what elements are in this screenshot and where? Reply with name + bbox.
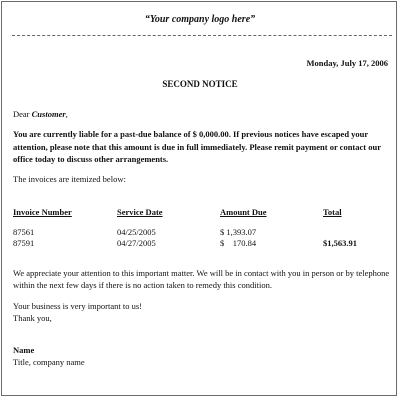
header-divider bbox=[12, 35, 392, 36]
table-cell-date: 04/25/2005 bbox=[117, 227, 156, 237]
notice-paragraph: You are currently liable for a past-due balance of $ 0,000.00. If previous notices have escaped your attention, please note that this amount is due in full immediately. Please remit payment or contact our office today to discuss other arrangements. bbox=[13, 129, 381, 164]
signature-title: Title, company name bbox=[13, 356, 85, 367]
table-cell-amount: $ 1,393.07 bbox=[220, 227, 257, 237]
table-cell-invoice: 87591 bbox=[13, 238, 35, 248]
column-header-amount-due: Amount Due bbox=[220, 207, 267, 217]
letter-page bbox=[1, 1, 397, 396]
column-header-invoice-number: Invoice Number bbox=[13, 207, 72, 217]
table-cell-invoice: 87561 bbox=[13, 227, 35, 237]
signature-block bbox=[13, 345, 85, 368]
table-cell-amount: $ 170.84 bbox=[220, 238, 257, 248]
thanks-line: Your business is very important to us! bbox=[13, 301, 142, 311]
column-header-total: Total bbox=[323, 207, 342, 217]
notice-title: SECOND NOTICE bbox=[162, 79, 238, 89]
salutation bbox=[13, 109, 68, 119]
column-header-service-date: Service Date bbox=[117, 207, 163, 217]
salutation-name: Customer bbox=[31, 109, 66, 119]
signature-name: Name bbox=[13, 345, 35, 355]
salutation-suffix: , bbox=[65, 109, 68, 119]
itemized-intro: The invoices are itemized below: bbox=[13, 174, 126, 184]
company-logo-placeholder: “Your company logo here” bbox=[144, 14, 256, 25]
salutation-prefix: Dear bbox=[13, 109, 32, 119]
closing-paragraph: We appreciate your attention to this important matter. We will be in contact with you in person or by telephone within the next few days if there is no action taken to remedy this condition. bbox=[13, 268, 390, 290]
thank-you-line: Thank you, bbox=[13, 313, 52, 323]
table-cell-date: 04/27/2005 bbox=[117, 238, 156, 248]
table-cell-total: $1,563.91 bbox=[323, 238, 357, 248]
letter-date: Monday, July 17, 2006 bbox=[306, 58, 388, 68]
